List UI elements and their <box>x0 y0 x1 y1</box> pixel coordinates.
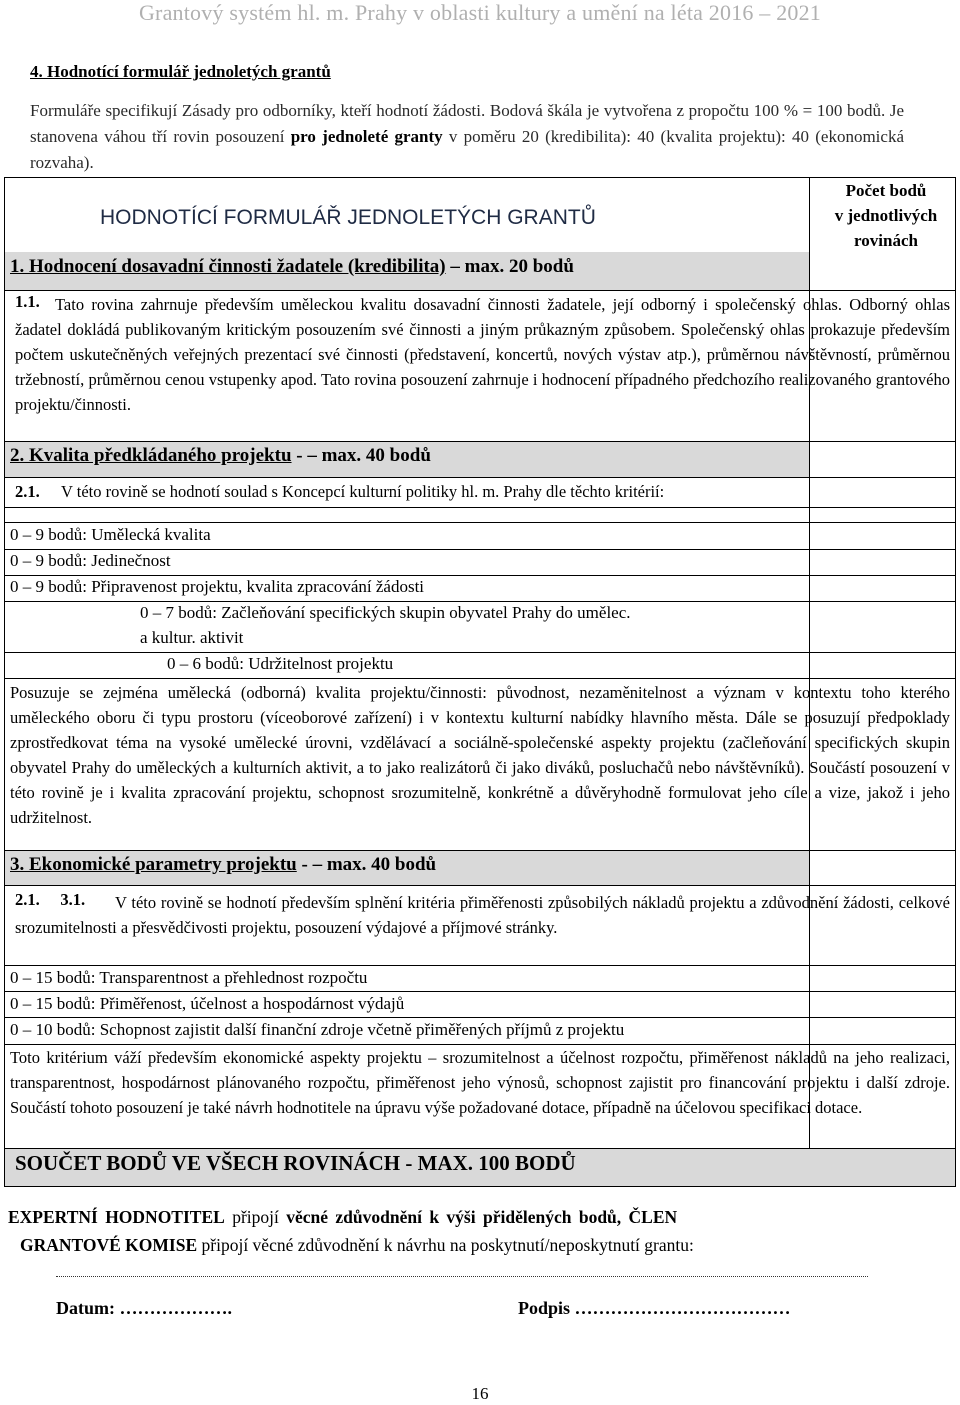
s2-criterion: 0 – 7 bodů: Začleňování specifických skupin obyvatel Prahy do umělec. <box>140 603 631 622</box>
signature-field-label: Podpis ……………………………… <box>518 1298 791 1318</box>
date-field-label: Datum: ………………. <box>56 1298 232 1318</box>
s3-criterion: 0 – 15 bodů: Přiměřenost, účelnost a hospodárnost výdajů <box>10 994 405 1013</box>
s2-heading: 2. Kvalita předkládaného projektu - – max. 40 bodů <box>10 445 431 466</box>
expert-note: EXPERTNÍ HODNOTITEL připojí věcné zdůvodnění k výši přidělených bodů, ČLEN GRANTOVÉ KOMISE připojí věcné zdůvodnění k návrhu na poskytnutí/neposkytnutí grantu: <box>8 1207 694 1255</box>
total-points-row: SOUČET BODŮ VE VŠECH ROVINÁCH - MAX. 100 BODŮ <box>15 1151 576 1175</box>
s2-criterion: 0 – 9 bodů: Umělecká kvalita <box>10 525 211 544</box>
intro-paragraph: Formuláře specifikují Zásady pro odborníky, kteří hodnotí žádosti. Bodová škála je vytvořena z propočtu 100 % = 100 bodů. Je stanovena váhou tří rovin posouzení pro jednoleté granty v poměru 20 (kredibilita): 40 (kvalita projektu): 40 (ekonomická rozvaha). <box>30 101 904 172</box>
signature-dotted-line <box>56 1268 868 1277</box>
s1-number: 1.1. <box>15 292 40 311</box>
s2-criterion: 0 – 9 bodů: Připravenost projektu, kvalita zpracování žádosti <box>10 577 425 596</box>
s3-criterion: 0 – 15 bodů: Transparentnost a přehlednost rozpočtu <box>10 968 368 987</box>
s3-intro: V této rovině se hodnotí především splnění kritéria přiměřenosti způsobilých nákladů projektu a zdůvodnění žádosti, celkové srozumitelnosti a přesvědčivosti projektu, posouzení výdajové a příjmové stránky. <box>15 893 950 937</box>
s3-heading: 3. Ekonomické parametry projektu - – max. 40 bodů <box>10 854 437 875</box>
evaluation-form-table <box>4 177 956 1187</box>
section-heading: 4. Hodnotící formulář jednoletých grantů <box>30 62 331 81</box>
s2-criterion: a kultur. aktivit <box>140 628 244 647</box>
s1-text: Tato rovina zahrnuje především uměleckou kvalitu dosavadní činnosti žadatele, její odborný i společenský ohlas. Odborný ohlas žadatel dokládá publikovaným kritickým posouzením své činnosti a jiným průkazným způsobem. Společenský ohlas prokazuje především počtem uskutečněných veřejných prezentací své činnosti (představení, koncertů, nových výstav atp.), průměrnou návštěvností, průměrnou tržebností, průměrnou cenou vstupenky apod. Tato rovina posouzení zahrnuje i hodnocení případného předchozího realizovaného grantového projektu/činnosti. <box>15 295 950 414</box>
s3-number: 2.1. 3.1. <box>15 890 86 909</box>
s2-criterion: 0 – 9 bodů: Jedinečnost <box>10 551 171 570</box>
form-title: HODNOTÍCÍ FORMULÁŘ JEDNOLETÝCH GRANTŮ <box>100 206 596 229</box>
s2-number: 2.1. <box>15 482 40 501</box>
points-column-header: Počet bodů v jednotlivých rovinách <box>834 181 938 250</box>
s2-criterion: 0 – 6 bodů: Udržitelnost projektu <box>167 654 394 673</box>
s3-criterion: 0 – 10 bodů: Schopnost zajistit další finanční zdroje včetně přiměřených příjmů z projektu <box>10 1020 625 1039</box>
page-header: Grantový systém hl. m. Prahy v oblasti kultury a umění na léta 2016 – 2021 <box>138 0 822 25</box>
s2-intro: V této rovině se hodnotí soulad s Koncepcí kulturní politiky hl. m. Prahy dle těchto kritérií: <box>61 482 665 501</box>
page-number: 16 <box>471 1384 489 1403</box>
s1-heading: 1. Hodnocení dosavadní činnosti žadatele (kredibilita) – max. 20 bodů <box>10 256 574 277</box>
s3-text: Toto kritérium váží především ekonomické aspekty projektu – srozumitelnost a účelnost rozpočtu, přiměřenost nákladů na jeho realizaci, transparentnost, hospodárnost plánovaného rozpočtu, přiměřenost jeho výnosů, schopnost zajistit pro financování projektu i další zdroje. Součástí tohoto posouzení je také návrh hodnotitele na úpravu výše požadované dotace, případně na účelovou specifikaci dotace. <box>10 1048 950 1117</box>
s2-text: Posuzuje se zejména umělecká (odborná) kvalita projektu/činnosti: původnost, nezaměnitelnost a význam v kontextu toho kterého uměleckého oboru či typu prostoru (víceoborové zařízení) i v kontextu kulturní nabídky hlavního města. Dále se posuzují předpoklady zprostředkovat téma na vysoké umělecké úrovni, vzdělávací a sociálně-společenské aspekty projektu (začleňování specifických skupin obyvatel Prahy do uměleckých a kulturních aktivit, a to jako realizátorů či jako diváků, posluchačů nebo návštěvníků). Součástí posouzení v této rovině je i kvalita zpracování projektu, schopnost srozumitelně, konkrétně a důvěryhodně formulovat jeho cíle a vize, jakož i jeho udržitelnost. <box>10 683 950 827</box>
